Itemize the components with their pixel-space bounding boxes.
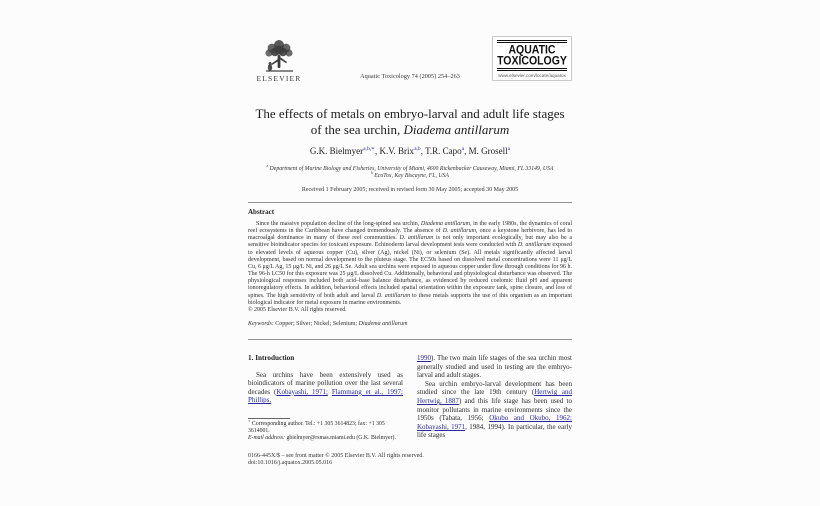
text-segment: ). The two main life stages of the sea urchin most generally studied and used in testing are the embryo-larval and adult stages.: [417, 354, 572, 380]
affiliation-b: [248, 173, 572, 180]
text-segment: Since the massive population decline of the long-spined sea urchin,: [256, 221, 421, 227]
article-title-line2: [248, 122, 572, 138]
abstract-top-rule: [248, 202, 572, 203]
doi-line: doi:10.1016/j.aquatox.2005.05.016: [248, 460, 333, 467]
journal-url: www.elsevier.com/locate/aquatox: [498, 73, 566, 78]
text-segment: b: [371, 171, 373, 176]
text-segment: Diadema antillarum: [403, 121, 510, 137]
text-segment: is not only important ecologically, but may also be a sensitive bioindicator species for toxicant exposure. Echinoderm larval development tests were conducted with: [248, 235, 573, 249]
text-segment: , once a keystone herbivore, has led to macroalgal dominance in many of these reef communities.: [248, 228, 572, 242]
citation-link[interactable]: Hertwig and Hertwig, 1887: [417, 388, 572, 405]
elsevier-logo: [248, 37, 310, 83]
journal-logo-line2: TOXICOLOGY: [497, 53, 567, 68]
abstract-heading: Abstract: [248, 208, 275, 216]
citation-link[interactable]: Okubo and Okubo, 1962;: [489, 414, 572, 423]
text-segment: Diadema antillarum: [420, 221, 470, 227]
citation-link[interactable]: Flammang et al., 1997;: [331, 387, 404, 396]
citation-link[interactable]: Kobayashi, 1971: [417, 422, 466, 431]
abstract-text: [248, 221, 572, 307]
footnote-contact-line: [248, 421, 403, 435]
text-segment: a,b: [414, 146, 421, 152]
footnote-email-line: [248, 435, 403, 442]
text-segment: Sea urchins have been extensively used as bioindicators of marine pollution over the last several decades (: [248, 370, 403, 396]
copyright-line: © 2005 Elsevier B.V. All rights reserved.: [248, 306, 347, 313]
affiliations: [248, 166, 572, 180]
text-segment: exposed to elevated levels of aqueous copper (Cu), silver (Ag), nickel (Ni), or selenium (Se). All metals significantly affected larval development, based on normal development to the pluteus stage. The EC50s based on dissolved metal concentrations were 11 μg/L Cu, 6 μg/L Ag, 15 μg/L Ni, and 26 μg/L Se. Adult sea urchins were exposed to aqueous copper under flow through conditions for 96 h. The 96-h LC50 for this exposure was 25 μg/L dissolved Cu. Additionally, behavioral and physiological disturbance was observed. The physiological responses included both acid–base balance disturbance, as evidenced by reduced coelomic fluid pH and apparent ionoregulatory effects. In addition, behavioral effects included spatial orientation within the exposure tank, spine closure, and loss of spines. The high sensitivity of both adult and larval: [248, 242, 572, 299]
text-segment: a,b,∗: [363, 146, 375, 152]
email-link[interactable]: gbielmyer@rsmas.miami.edu: [286, 434, 355, 441]
text-segment: , 1984, 1994). In particular, the early life stages: [417, 422, 572, 440]
right-column: [417, 354, 572, 442]
intro-heading: 1. Introduction: [248, 354, 295, 363]
journal-logo: [492, 36, 572, 81]
left-column: [248, 354, 403, 442]
text-segment: D. antillarum: [517, 242, 551, 249]
text-segment: ∗: [248, 419, 251, 424]
page-content: [248, 0, 572, 468]
text-segment: D. antillarum: [399, 235, 434, 242]
text-segment: of the sea urchin,: [310, 121, 404, 137]
text-segment: Sea urchin embryo-larval development has been studied since the late 19th century (: [417, 379, 572, 397]
text-segment: , K.V. Brix: [374, 146, 415, 156]
intro-paragraph-right-1: [417, 354, 572, 380]
text-segment: (G.K. Bielmyer).: [354, 434, 396, 441]
article-title: [248, 106, 572, 137]
text-segment: Copper; Silver; Nickel; Selenium;: [275, 321, 359, 328]
citation-link[interactable]: Phillips,: [248, 396, 272, 405]
text-segment: ) and this life stage has been used to monitor pollutants in marine environments since the 1950s (Tabata, 1956;: [417, 397, 572, 423]
text-segment: G.K. Bielmyer: [309, 146, 364, 156]
text-segment: a: [461, 146, 465, 152]
text-segment: D. antillarum: [376, 292, 411, 299]
footnote-rule: [248, 418, 290, 419]
text-segment: , in the early 1980s, the dynamics of coral reef ecosystems in the Caribbean have changed tremendously. The absence of: [248, 221, 573, 235]
body-columns: [248, 354, 572, 442]
elsevier-tree-icon: [248, 37, 310, 73]
citation-link[interactable]: 1990: [417, 354, 431, 363]
page-header: [248, 0, 572, 96]
article-title-line1: The effects of metals on embryo-larval and adult life stages: [255, 106, 565, 121]
text-segment: , M. Grosell: [464, 146, 508, 156]
text-segment: Corresponding author. Tel.: +1 305 3614823; fax: +1 305 3614001.: [248, 421, 385, 434]
logo-bottom-rule: [497, 68, 567, 71]
text-segment: EcoTox, Key Biscayne, FL, USA: [372, 173, 449, 179]
journal-logo-line1: AQUATIC: [508, 43, 556, 57]
elsevier-wordmark: ELSEVIER: [256, 74, 302, 83]
intro-paragraph-left: [248, 371, 403, 405]
corresponding-author-footnote: [248, 418, 403, 442]
keywords-bottom-rule: [248, 339, 572, 340]
citation-link[interactable]: Kobayashi, 1971;: [276, 387, 328, 396]
text-segment: a: [507, 146, 511, 152]
text-segment: Keywords:: [248, 321, 276, 328]
text-segment: to these metals supports the use of this organism as an important biological indicator for metal exposure in marine environments.: [248, 292, 573, 306]
text-segment: Diadema antillarum: [358, 321, 408, 328]
issn-line: 0166-445X/$ – see front matter © 2005 Elsevier B.V. All rights reserved.: [248, 452, 424, 459]
text-segment: a: [266, 164, 269, 169]
journal-citation: Aquatic Toxicology 74 (2005) 254–263: [360, 73, 460, 80]
text-segment: E-mail address:: [248, 434, 287, 441]
received-dates: Received 1 February 2005; received in revised form 30 May 2005; accepted 30 May 2005: [301, 187, 519, 193]
text-segment: , T.R. Capo: [420, 146, 462, 156]
text-segment: D. antillarum: [442, 228, 476, 235]
intro-paragraph-right-2: [417, 380, 572, 440]
text-segment: Department of Marine Biology and Fisheries, University of Miami, 4600 Rickenbacker Causeway, Miami, FL 33149, USA: [268, 166, 554, 172]
keywords-line: [248, 321, 572, 327]
authors-line: [248, 146, 572, 156]
page-footer: [248, 453, 572, 468]
